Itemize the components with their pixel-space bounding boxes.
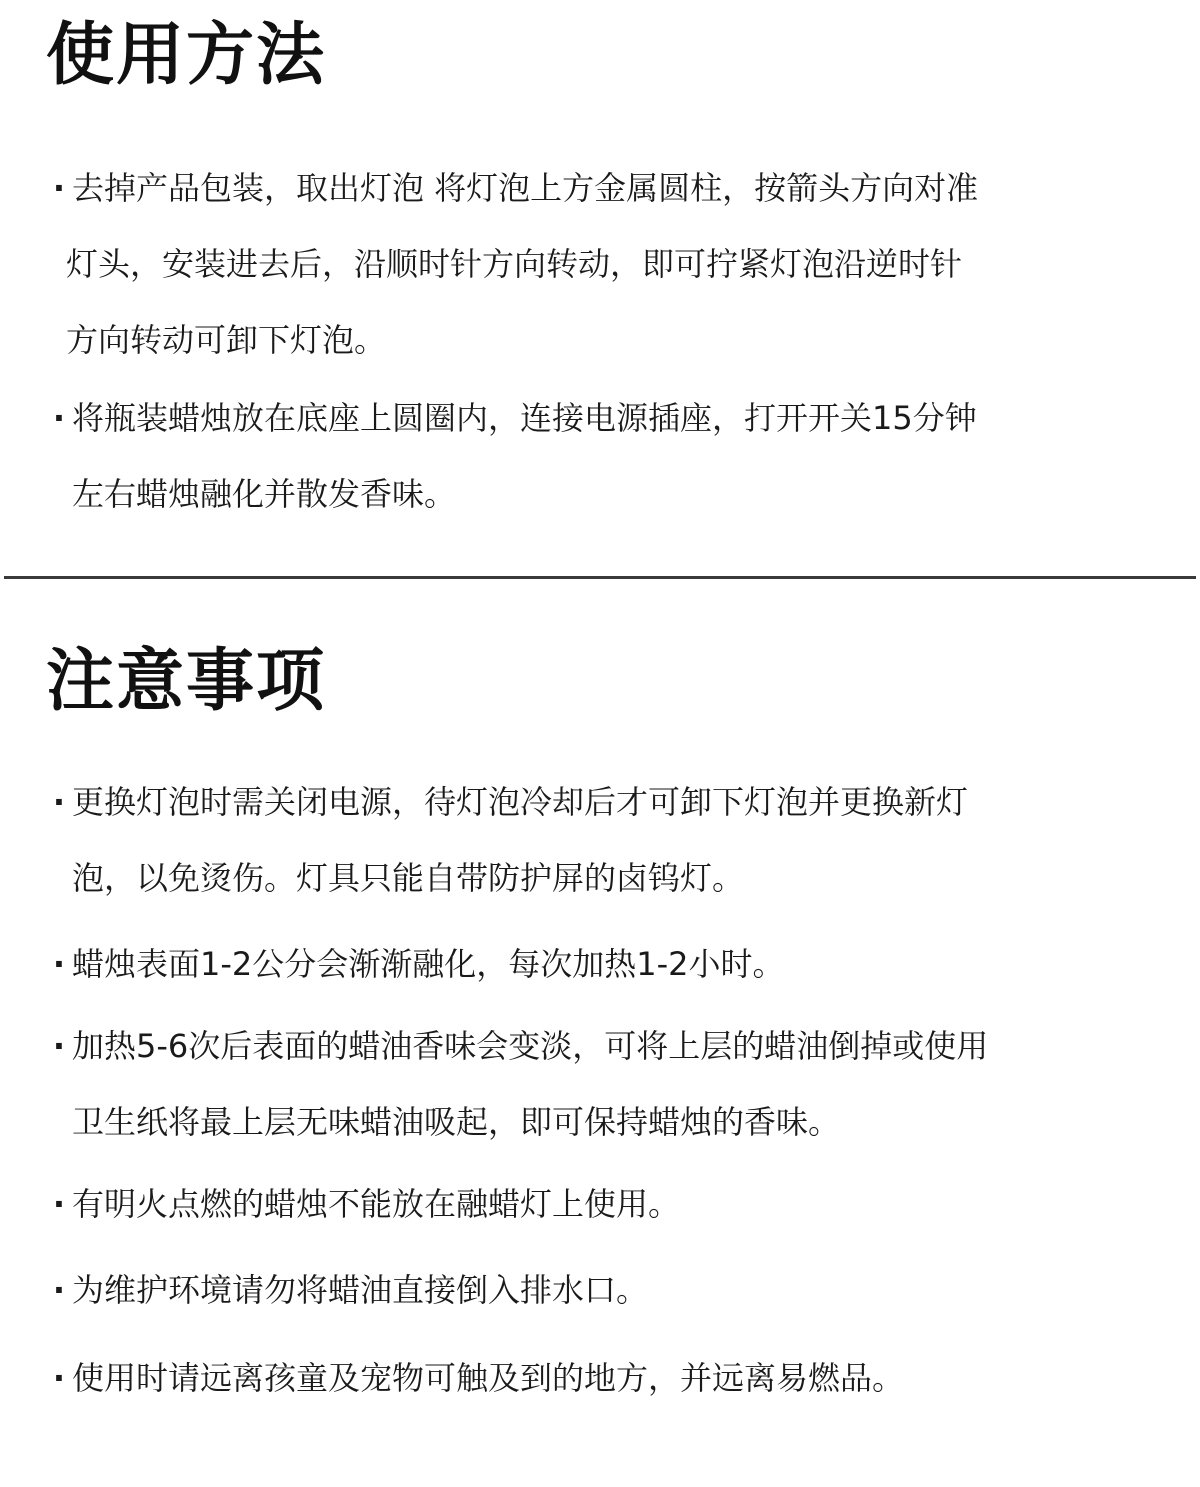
notes-item-line: 蜡烛表面1-2公分会渐渐融化，每次加热1-2小时。 — [72, 945, 785, 983]
usage-section-title: 使用方法 — [46, 16, 327, 95]
bullet-dot: · — [52, 1271, 66, 1309]
usage-item-line: 灯头，安装进去后，沿顺时针方向转动，即可拧紧灯泡沿逆时针 — [66, 245, 963, 283]
notes-list-item — [46, 1340, 1126, 1416]
bullet-dot: · — [52, 1359, 66, 1397]
bullet-dot: · — [52, 1027, 66, 1065]
notes-item-line: 泡，以免烫伤。灯具只能自带防护屏的卤钨灯。 — [72, 859, 745, 897]
usage-list-item — [46, 380, 1126, 532]
notes-section-title: 注意事项 — [46, 642, 327, 721]
section-divider — [4, 576, 1196, 579]
notes-item-line: 使用时请远离孩童及宠物可触及到的地方，并远离易燃品。 — [72, 1359, 905, 1397]
notes-item-line: 更换灯泡时需关闭电源，待灯泡冷却后才可卸下灯泡并更换新灯 — [72, 783, 969, 821]
bullet-dot: · — [52, 169, 66, 207]
notes-list-item — [46, 764, 1126, 916]
notes-item-line: 卫生纸将最上层无味蜡油吸起，即可保持蜡烛的香味。 — [72, 1103, 841, 1141]
usage-item-line: 将瓶装蜡烛放在底座上圆圈内，连接电源插座，打开开关15分钟 — [72, 399, 977, 437]
notes-item-line: 有明火点燃的蜡烛不能放在融蜡灯上使用。 — [72, 1185, 681, 1223]
notes-item-line: 加热5-6次后表面的蜡油香味会变淡，可将上层的蜡油倒掉或使用 — [72, 1027, 989, 1065]
bullet-dot: · — [52, 399, 66, 437]
notes-list-item — [46, 926, 1126, 1002]
usage-item-line: 方向转动可卸下灯泡。 — [66, 321, 387, 359]
bullet-dot: · — [52, 1185, 66, 1223]
notes-list-item — [46, 1252, 1126, 1328]
usage-item-line: 去掉产品包装，取出灯泡 将灯泡上方金属圆柱，按箭头方向对准 — [72, 169, 979, 207]
usage-list-item — [46, 150, 1126, 378]
bullet-dot: · — [52, 945, 66, 983]
notes-item-line: 为维护环境请勿将蜡油直接倒入排水口。 — [72, 1271, 649, 1309]
notes-list-item — [46, 1008, 1126, 1160]
usage-item-line: 左右蜡烛融化并散发香味。 — [72, 475, 457, 513]
bullet-dot: · — [52, 783, 66, 821]
notes-list-item — [46, 1166, 1126, 1242]
